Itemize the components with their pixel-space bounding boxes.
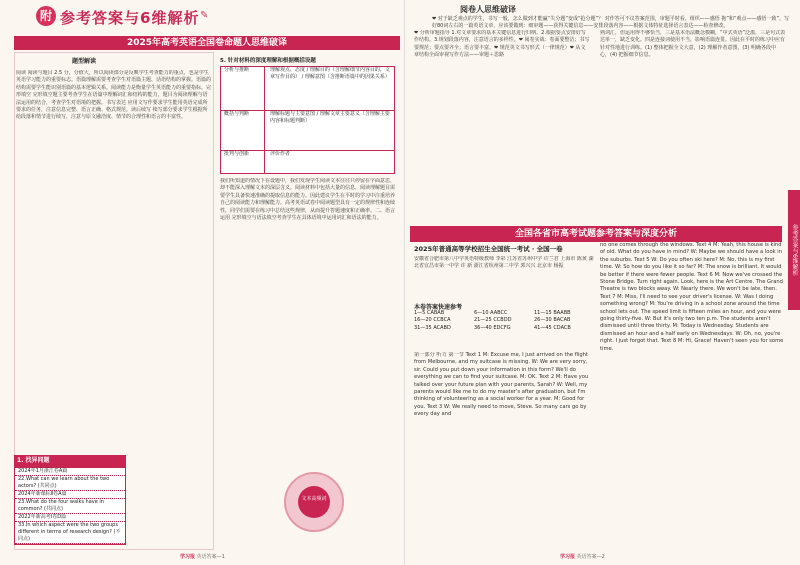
table-cell: 概括与判断 <box>221 111 265 150</box>
section-heading: 题型解读 <box>72 58 97 65</box>
answer-cell: 31—35 ACABD <box>414 324 451 331</box>
answers-heading: 本卷答案快速参考 <box>414 304 463 311</box>
exam-title: 2025年普通高等学校招生全国统一考试 · 全国一卷 <box>414 245 563 253</box>
question-box-title: 1. 找异同题 <box>14 455 126 467</box>
diagram-circle <box>284 472 344 532</box>
table-row <box>221 67 394 111</box>
right-band-title: 全国各省市高考试题参考答案与深度分析 <box>410 226 782 242</box>
list-item: 23.What do the four walks have in common? (共同点) <box>15 499 125 514</box>
answer-cell: 1—5 CABAB <box>414 310 445 316</box>
page-number-right: 英语答案—2 <box>576 554 605 560</box>
page-divider <box>404 0 405 565</box>
table-cell: 理解标题与主要意图 / 理解文章主要意义（含理解主要内容和标题判断） <box>270 111 390 125</box>
page-header <box>0 0 800 34</box>
left-body-text: 阅读 阅读与题目 2.5 分，分值大，所以阅读部分是反映学生考查能力的重点，也是学生英语学习能力的重要标志。语篇理解需要考查学生对语篇主题、话语结构的掌握。语篇的结构需要学生能识别语篇的基本逻辑关系。阅读能力是衡量学生英语能力的重要指标。完形填空 完形填空题主要考查学生在语篇中理解词汇和结构的能力，题目为阅读理解与语法运用的结合，考查学生对语境的把握。书写表达 应用文写作要求学生能用英语完成所要求的任务，注意信息完整、语言正确、格式规范。读后续写 续写部分要求学生根据所给段落和情节进行续写，注意与原文融洽度、情节的合理性和语言的丰富性。 <box>16 70 212 121</box>
table-row <box>221 151 394 173</box>
answer-row <box>414 317 594 324</box>
page-number-left: 英语答案—1 <box>196 554 225 560</box>
right-section-title: 阅卷人思维破译 <box>460 5 516 14</box>
right-intro-text: ❤ 对于缺乏观点的学生，书写一般，怎么做到才能赢“失分题”变成“抢分题”？ 对作答可不议答案范围，审题平时看，组织——感悟 拖”和“观点——感悟一致”。写好80词左右的一篇英语文章，应该要做到：细审题——获得关键信息——安排段落内容——根据文体特征选择语言表达——检查修改。 <box>432 16 790 29</box>
exam-authors: 安徽省合肥市第八中学英语特级教师 李彩 江苏省苏州中学 许兰君 上海市 陈黄 湖北省宜昌市第一中学 许 新 浙江省杭州第二中学 郭兴兴 北京市 杨振 <box>414 256 594 270</box>
badge-icon: 附 <box>36 6 56 26</box>
listening-script-right: no one comes through the windows. Text 4 M: Yeah, this house is kind of old. What do you have in mind? W: Maybe we should have a look in the suburbs. Text 5 W: Do you often ski here? M: No, this is my first time. W: So how do you like it so far? M: The snow is brilliant. It would be better if there were fewer people. Text 6 M: Now we've crossed the Stone Bridge. Turn right again. Look, here is the Art Centre. The Grand Theatre is two blocks away. W: Nearly there. We won't be late, then. Text 7 M: Miss, I'll need to see your driver's license. W: Was I doing something wrong? M: You're driving in a school zone around the time school lets out. The speed limit is fifteen miles an hour, and you were going thirty-five. W: But it's only two ten p.m. The students aren't dismissed until three thirty. M: Today is Wednesday. Students are dismissed an hour and a half early on Wednesdays. W: Oh, no, you're right. I just forgot that. Text 8 M: Hi, Grace! Haven't seen you for some time. <box>600 242 784 352</box>
analysis-table <box>220 66 395 174</box>
table-cell: 分析与推断 <box>221 67 265 110</box>
side-tab: 参考答案与6维解析 <box>788 190 800 310</box>
answer-cell: 41—45 CDACB <box>534 324 571 331</box>
pen-icon: ✎ <box>200 10 209 21</box>
listening-script-left: 第一部分 听力 第一节 Text 1 M: Excuse me, I just arrived on the flight from Melbourne, and my suitcase is missing. W: We are very sorry, sir. Could you put down your information in this form? We'll do everything we can to find your suitcase. M: OK. Text 2 M: Have you talked over your future plan with your parents, Sarah? W: Well, my parents would like me to do my master's after graduation, but I'm thinking of volunteering as a social worker for a year. M: Good for you. Text 3 W: We really need to move, Steve. So many cars go by every day and <box>414 352 589 418</box>
table-cell: 理解观点、态度 / 理解目的（含理解细节内容目的，文章写作目的） / 理解意图（含推断语篇中的因果关系） <box>270 67 390 81</box>
list-item: 2022年新高考Ⅰ卷D篇 <box>15 514 125 522</box>
middle-body-text: 我们所知道的情况下在设题中，我们发现学生阅读文本往往只停留在字面意思，却不能深入理解文本的深层含义。阅读材料中包括大量的信息，阅读理解题目需要学生具备快速准确的提取信息的能力。因此建议学生在平时的学习中注重培养自己的阅读能力和理解能力。高考英语试卷中阅读题型具有一定的规律性和连续性，同学们需要在练习中总结这些规律，从而提升答题速度和正确率。二、语言运用 完形填空与语法填空考查学生在具体语境中运用词汇和语法的能力。 <box>220 178 396 222</box>
list-item: 33.In which aspect were the two groups different in terms of research design? (不同点) <box>15 522 125 544</box>
answer-row <box>414 310 594 317</box>
answer-cell: 26—30 BACAB <box>534 317 571 324</box>
footer-logo: 学习报 <box>180 554 196 560</box>
footer-left <box>180 553 225 560</box>
page-title: 参考答案与6维解析 <box>60 9 200 27</box>
table-cell: 批判与创新 <box>221 151 265 173</box>
question-box-rows <box>14 467 126 545</box>
table-title: 5. 针对材料的深度理解和根据概括设题 <box>220 58 316 64</box>
answer-cell: 6—10 AABCC <box>474 310 508 316</box>
answer-grid <box>414 310 594 332</box>
table-cell: 评价作者 <box>270 151 291 157</box>
diagram-center-label: 文本高频词 <box>298 486 330 518</box>
list-item: 2024年新课标Ⅱ卷A篇 <box>15 491 125 499</box>
answer-cell: 11—15 BAABB <box>534 310 571 316</box>
footer-right <box>560 553 605 560</box>
answer-cell: 21—25 CCBDD <box>474 317 512 324</box>
list-item: 2024年1月浙江卷A篇 <box>15 468 125 476</box>
right-top-right-text: 熟词汇，但运用得不够恰当，三是基本语法概念模糊，“中式英语”泛滥，三是句式表达单一，缺乏变化。四是连接词使用不当，影响语篇连贯。因此在平时的练习中应有针对性地进行训练。(1) 整体把握全文大意，(2) 理解作者意图，(3) 明确各段中心，(4) 把握细节信息。 <box>600 30 786 59</box>
answer-row <box>414 325 594 332</box>
table-row <box>221 111 394 151</box>
answer-cell: 36—40 EDCFG <box>474 324 511 331</box>
footer-logo: 学习报 <box>560 554 576 560</box>
answer-cell: 16—20 CCBCA <box>414 317 451 324</box>
question-box <box>14 455 126 545</box>
list-item: 22.What can we learn about the two actors? (共同点) <box>15 476 125 491</box>
right-top-left-text: ❤ 分析审题指导 1.对文章要求的基本关键信息进行归纳。2.根据要点安排好写作结构。3.规划段落内容，注意语言的多样性。❤ 阅卷实战：卷面要整洁；书写要规范；要点要齐全；语言要丰富。❤ 规范英文书写形式（一律规范）❤ 从文章结构全面审视写作方法——审题＋思路 <box>414 30 590 59</box>
left-band-title: 2025年高考英语全国卷命题人思维破译 <box>14 36 400 50</box>
word-diagram <box>220 438 398 550</box>
